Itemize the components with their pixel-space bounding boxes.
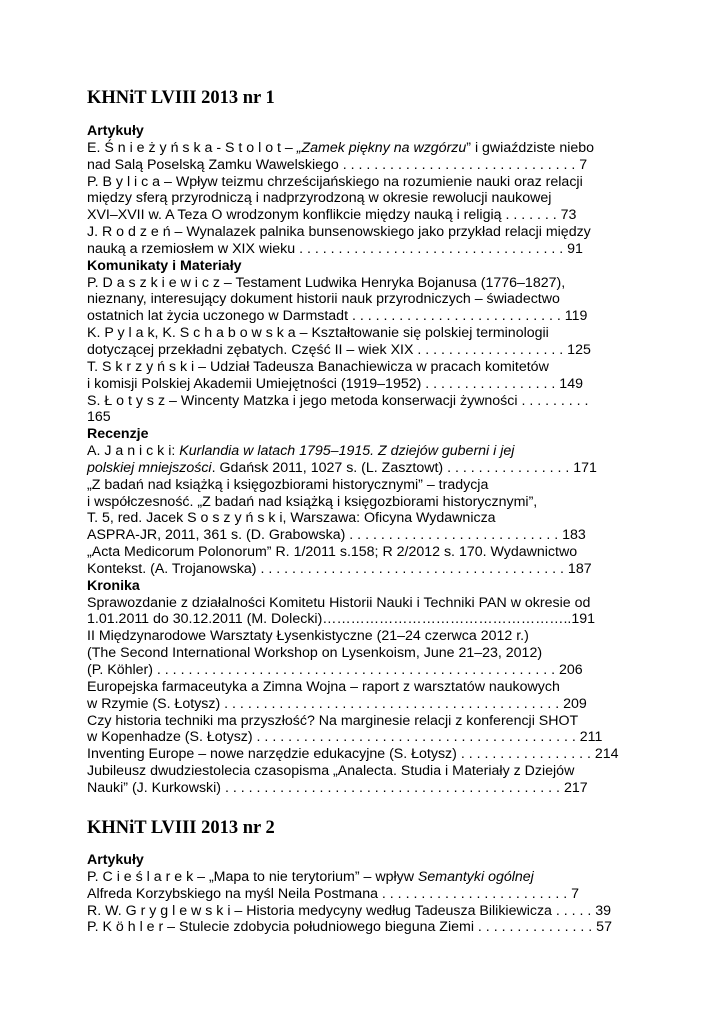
- toc-entry: [87, 746, 687, 763]
- section-heading-kronika: Kronika: [87, 577, 140, 594]
- entry-line: (P. Köhler) . . . . . . . . . . . . . . . . . . . . . . . . . . . . . . . . . . . . . . . . . . . . . . . . . . . 206: [87, 662, 583, 678]
- entry-line: Czy historia techniki ma przyszłość? Na marginesie relacji z konferencji SHOT: [87, 712, 579, 729]
- entry-line: w Rzymie (S. Łotysz) . . . . . . . . . . . . . . . . . . . . . . . . . . . . . . . . . . . . . . . . . . . 209: [87, 695, 587, 712]
- toc-entry: [87, 869, 687, 903]
- toc-entry: [87, 393, 687, 427]
- toc-entry: [87, 174, 687, 225]
- toc-entry: [87, 544, 687, 578]
- entry-line: K. P y l a k, K. S c h a b o w s k a – Kształtowanie się polskiej terminologii: [87, 325, 549, 342]
- entry-line: T. 5, red. Jacek S o s z y ń s k i, Warszawa: Oficyna Wydawnicza: [87, 510, 496, 527]
- section-heading-komunikaty: Komunikaty i Materiały: [87, 257, 242, 274]
- entry-line: ASPRA-JR, 2011, 361 s. (D. Grabowska) . . . . . . . . . . . . . . . . . . . . . . . . . . . 183: [87, 527, 586, 544]
- toc-entry: [87, 763, 687, 797]
- section-heading-artykuly: Artykuły: [87, 852, 144, 868]
- issue-2-contents: [87, 852, 687, 936]
- entry-line: R. W. G r y g l e w s k i – Historia medycyny według Tadeusza Bilikiewicza . . . . . 39: [87, 902, 612, 919]
- entry-line: i komisji Polskiej Akademii Umiejętności (1919–1952) . . . . . . . . . . . . . . . . . 149: [87, 375, 583, 392]
- issue-1-title: KHNiT LVIII 2013 nr 1: [87, 88, 275, 108]
- entry-line: II Międzynarodowe Warsztaty Łysenkistyczne (21–24 czerwca 2012 r.): [87, 628, 529, 645]
- toc-entry: [87, 595, 687, 629]
- entry-line: Sprawozdanie z działalności Komitetu Historii Nauki i Techniki PAN w okresie od: [87, 594, 591, 611]
- toc-entry: [87, 140, 687, 174]
- toc-entry: [87, 224, 687, 258]
- entry-line: Inventing Europe – nowe narzędzie edukacyjne (S. Łotysz) . . . . . . . . . . . . . . . . . 214: [87, 746, 619, 763]
- entry-line: dotyczącej przekładni zębatych. Część II – wiek XIX . . . . . . . . . . . . . . . . . . . 125: [87, 341, 591, 358]
- entry-line: T. S k r z y ń s k i – Udział Tadeusza Banachiewicza w pracach komitetów: [87, 358, 549, 375]
- section-heading-artykuly: Artykuły: [87, 123, 144, 139]
- entry-line: A. J a n i c k i: Kurlandia w latach 1795–1915. Z dziejów guberni i jej: [87, 443, 515, 460]
- entry-line: Europejska farmaceutyka a Zimna Wojna – raport z warsztatów naukowych: [87, 678, 560, 695]
- section-heading-recenzje: Recenzje: [87, 426, 149, 443]
- entry-line: między sferą przyrodniczą i nadprzyrodzoną w okresie rewolucji naukowej: [87, 190, 552, 207]
- entry-line: Jubileusz dwudziestolecia czasopisma „Analecta. Studia i Materiały z Dziejów: [87, 763, 575, 780]
- entry-line: Nauki” (J. Kurkowski) . . . . . . . . . . . . . . . . . . . . . . . . . . . . . . . . . . . . . . . . . . . 217: [87, 779, 588, 796]
- entry-line: „Z badań nad książką i księgozbiorami historycznymi” – tradycja: [87, 476, 489, 493]
- entry-line: nieznany, interesujący dokument historii nauk przyrodniczych – świadectwo: [87, 291, 560, 308]
- toc-entry: [87, 919, 687, 936]
- issue-1-contents: [87, 123, 687, 797]
- entry-line: J. R o d z e ń – Wynalazek palnika bunsenowskiego jako przykład relacji między: [87, 224, 591, 241]
- entry-line: w Kopenhadze (S. Łotysz) . . . . . . . . . . . . . . . . . . . . . . . . . . . . . . . . . . . . . . . . . 211: [87, 729, 603, 746]
- toc-entry: [87, 628, 687, 679]
- entry-line: P. C i e ś l a r e k – „Mapa to nie terytorium” – wpływ Semantyki ogólnej: [87, 868, 534, 885]
- entry-line: ostatnich lat życia uczonego w Darmstadt . . . . . . . . . . . . . . . . . . . . . . . . . . . 119: [87, 308, 588, 325]
- entry-line: P. B y l i c a – Wpływ teizmu chrześcijańskiego na rozumienie nauki oraz relacji: [87, 173, 583, 190]
- toc-entry: [87, 275, 687, 326]
- entry-line: polskiej mniejszości. Gdańsk 2011, 1027 s. (L. Zasztowt) . . . . . . . . . . . . . . . . 171: [87, 459, 597, 476]
- entry-line: (The Second International Workshop on Lysenkoism, June 21–23, 2012): [87, 645, 543, 662]
- entry-line: nad Salą Poselską Zamku Wawelskiego . . . . . . . . . . . . . . . . . . . . . . . . . . . . . . 7: [87, 156, 588, 173]
- entry-line: Kontekst. (A. Trojanowska) . . . . . . . . . . . . . . . . . . . . . . . . . . . . . . . . . . . . . . . 187: [87, 560, 592, 577]
- entry-line: XVI–XVII w. A Teza O wrodzonym konflikcie między nauką i religią . . . . . . . 73: [87, 207, 577, 224]
- toc-entry: [87, 903, 687, 920]
- toc-entry: [87, 325, 687, 359]
- toc-entry: [87, 443, 687, 477]
- entry-line: 1.01.2011 do 30.12.2011 (M. Dolecki)……………………………………………..191: [87, 611, 596, 628]
- entry-line: „Acta Medicorum Polonorum” R. 1/2011 s.158; R 2/2012 s. 170. Wydawnictwo: [87, 544, 578, 561]
- entry-line: Alfreda Korzybskiego na myśl Neila Postmana . . . . . . . . . . . . . . . . . . . . . . . . 7: [87, 885, 580, 902]
- issue-2-title: KHNiT LVIII 2013 nr 2: [87, 818, 275, 838]
- entry-line: P. D a s z k i e w i c z – Testament Ludwika Henryka Bojanusa (1776–1827),: [87, 274, 566, 291]
- entry-line: nauką a rzemiosłem w XIX wieku . . . . . . . . . . . . . . . . . . . . . . . . . . . . . . . . . . 91: [87, 240, 583, 257]
- entry-line: S. Ł o t y s z – Wincenty Matzka i jego metoda konserwacji żywności . . . . . . . . .: [87, 392, 589, 409]
- toc-entry: [87, 713, 687, 747]
- toc-entry: [87, 679, 687, 713]
- entry-line: E. Ś n i e ż y ń s k a - S t o l o t – „Zamek piękny na wzgórzu” i gwiaździste niebo: [87, 139, 595, 156]
- entry-line: 165: [87, 409, 111, 426]
- entry-line: P. K ö h l e r – Stulecie zdobycia południowego bieguna Ziemi . . . . . . . . . . . . . . . 57: [87, 919, 612, 936]
- toc-entry: [87, 477, 687, 544]
- toc-entry: [87, 359, 687, 393]
- entry-line: i współczesność. „Z badań nad książką i księgozbiorami historycznymi”,: [87, 493, 538, 510]
